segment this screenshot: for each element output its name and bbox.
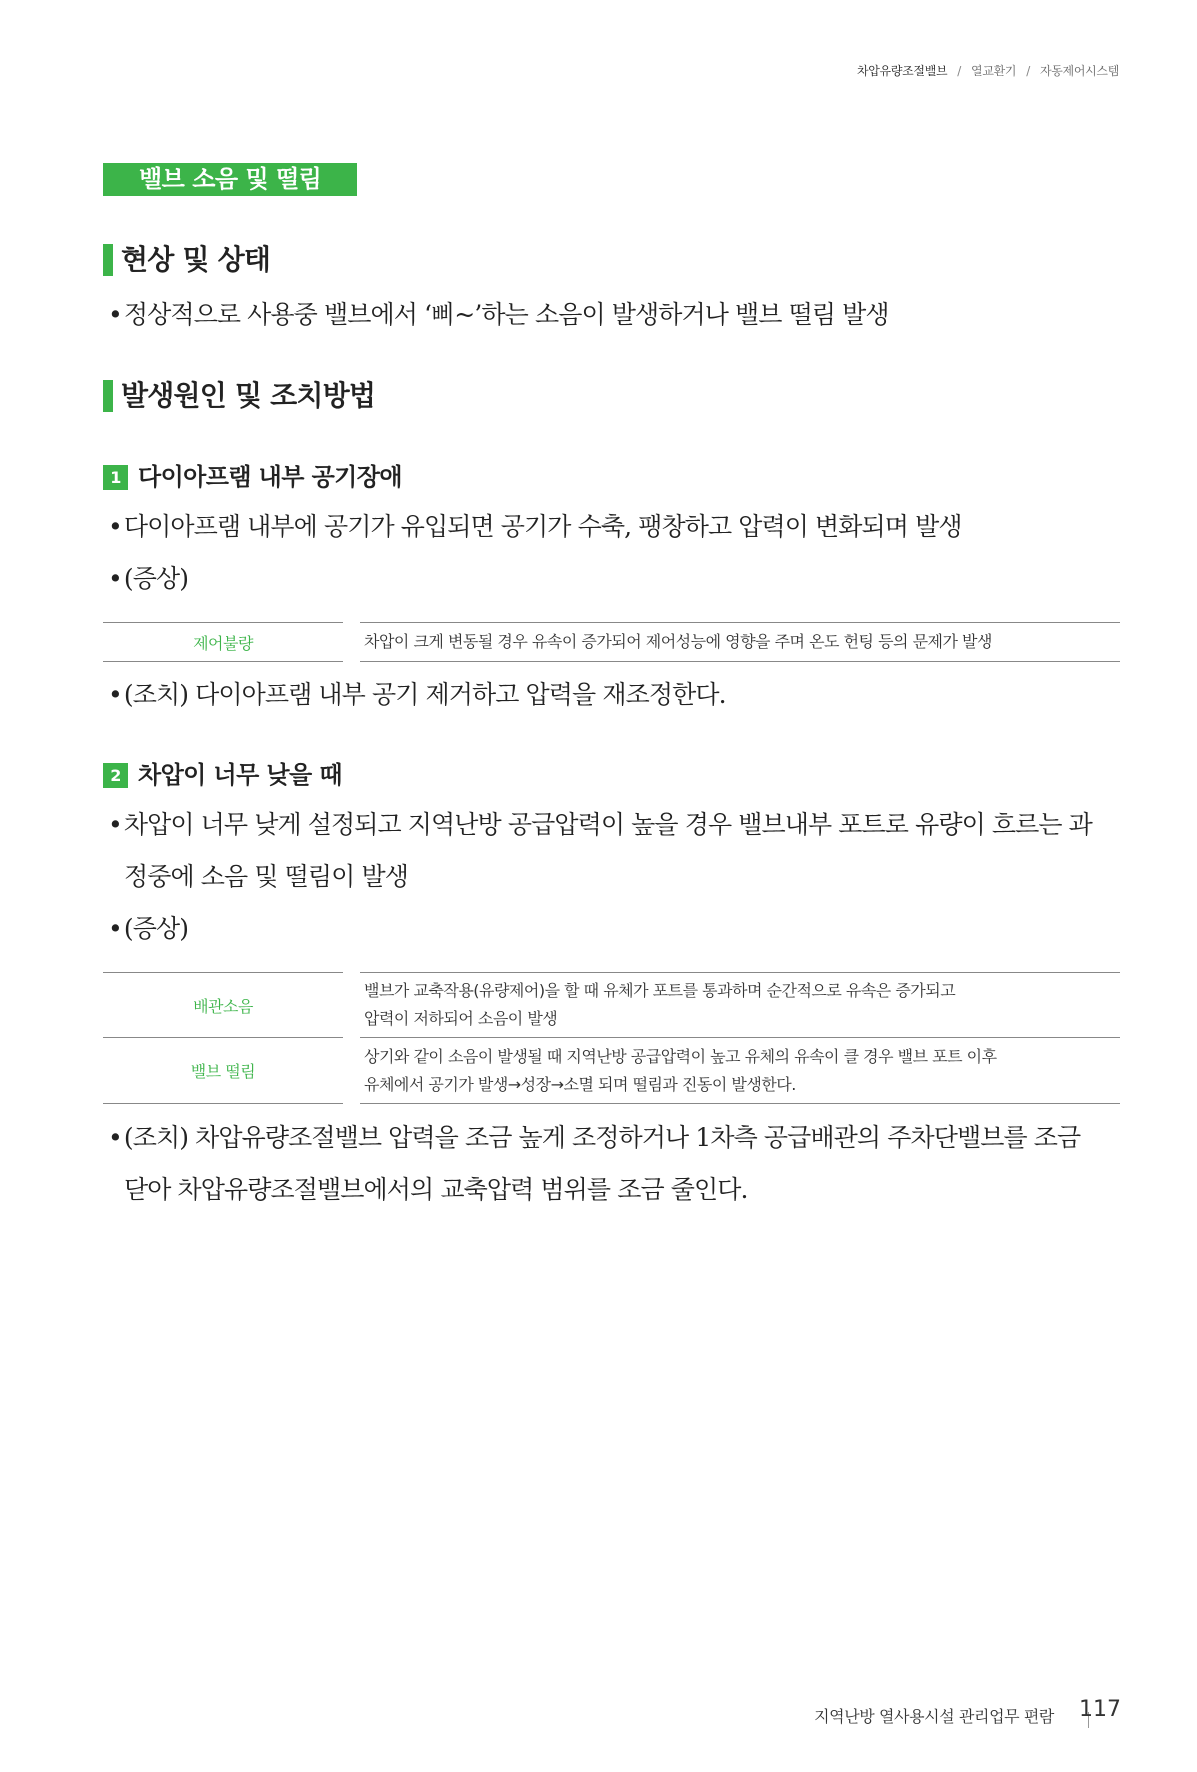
list-item-continuation: 닫아 차압유량조절밸브에서의 교축압력 범위를 조금 줄인다. [124, 1175, 748, 1204]
symptom-name: 제어불량 [103, 623, 343, 662]
chapter-title: 밸브 소음 및 떨림 [103, 163, 357, 196]
cause-title: 다이아프램 내부 공기장애 [138, 463, 402, 491]
cause-1-description [108, 501, 1128, 605]
section-heading-causes: 발생원인 및 조치방법 [103, 380, 375, 412]
bullet-text: 차압이 너무 낮게 설정되고 지역난방 공급압력이 높을 경우 밸브내부 포트로 유량이 흐르는 과 [123, 810, 1092, 839]
cause-1-action [108, 669, 1128, 721]
symptom-label: (증상) [123, 914, 189, 943]
table-row [103, 973, 1120, 1038]
symptom-table-2 [103, 972, 1120, 1104]
breadcrumb-item: 열교환기 [971, 64, 1017, 78]
table-row [103, 1038, 1120, 1104]
cause-title: 차압이 너무 낮을 때 [138, 761, 342, 789]
symptom-name: 배관소음 [103, 973, 343, 1038]
breadcrumb-item: 자동제어시스템 [1039, 64, 1119, 78]
table-gap [343, 1038, 360, 1104]
list-item [108, 553, 1128, 605]
cause-heading-2 [103, 761, 342, 789]
bullet-dot-icon: • [108, 810, 122, 839]
symptom-label: (증상) [123, 564, 189, 593]
bullet-dot-icon: • [108, 512, 122, 541]
phenomenon-bullet [108, 289, 1128, 341]
breadcrumb [857, 62, 1119, 79]
symptom-description: 차압이 크게 변동될 경우 유속이 증가되어 제어성능에 영향을 주며 온도 헌팅 등의 문제가 발생 [360, 623, 1120, 662]
bullet-dot-icon: • [108, 1123, 122, 1152]
bullet-dot-icon: • [108, 300, 122, 329]
list-item [108, 501, 1128, 553]
bullet-dot-icon: • [108, 680, 122, 709]
list-item [108, 799, 1128, 851]
action-text: (조치) 차압유량조절밸브 압력을 조금 높게 조정하거나 1차측 공급배관의 주차단밸브를 조금 [123, 1123, 1081, 1152]
cause-2-action [108, 1112, 1128, 1216]
bullet-dot-icon: • [108, 914, 122, 943]
symptom-description [360, 973, 1120, 1038]
symptom-description-line: 압력이 저하되어 소음이 발생 [364, 1009, 558, 1028]
cause-heading-1 [103, 463, 402, 491]
bullet-text: 다이아프램 내부에 공기가 유입되면 공기가 수축, 팽창하고 압력이 변화되며 발생 [123, 512, 962, 541]
breadcrumb-separator: / [1026, 64, 1030, 78]
section-heading-phenomenon: 현상 및 상태 [103, 244, 270, 276]
footer-title: 지역난방 열사용시설 관리업무 편람 [814, 1707, 1054, 1726]
bullet-dot-icon: • [108, 564, 122, 593]
table-row [103, 623, 1120, 662]
symptom-description [360, 1038, 1120, 1104]
symptom-table-1 [103, 622, 1120, 662]
action-text: (조치) 다이아프램 내부 공기 제거하고 압력을 재조정한다. [123, 680, 726, 709]
table-gap [343, 973, 360, 1038]
breadcrumb-item-current: 차압유량조절밸브 [856, 64, 948, 78]
list-item-continuation: 정중에 소음 및 떨림이 발생 [124, 862, 408, 891]
symptom-description-line: 유체에서 공기가 발생→성장→소멸 되며 떨림과 진동이 발생한다. [364, 1074, 796, 1094]
cause-2-description [108, 799, 1128, 955]
list-item [108, 903, 1128, 955]
cause-number-badge: 1 [103, 465, 128, 490]
symptom-name: 밸브 떨림 [103, 1038, 343, 1104]
breadcrumb-separator: / [957, 64, 962, 78]
table-gap [343, 623, 360, 662]
symptom-description-line: 밸브가 교축작용(유량제어)을 할 때 유체가 포트를 통과하며 순간적으로 유속은 증가되고 [364, 981, 956, 1000]
symptom-description-line: 상기와 같이 소음이 발생될 때 지역난방 공급압력이 높고 유체의 유속이 클 경우 밸브 포트 이후 [364, 1046, 997, 1066]
list-item [108, 1112, 1128, 1164]
cause-number-badge: 2 [103, 763, 128, 788]
bullet-text: 정상적으로 사용중 밸브에서 ‘삐~’하는 소음이 발생하거나 밸브 떨림 발생 [123, 300, 889, 329]
page-number: 117 [1079, 1697, 1121, 1722]
